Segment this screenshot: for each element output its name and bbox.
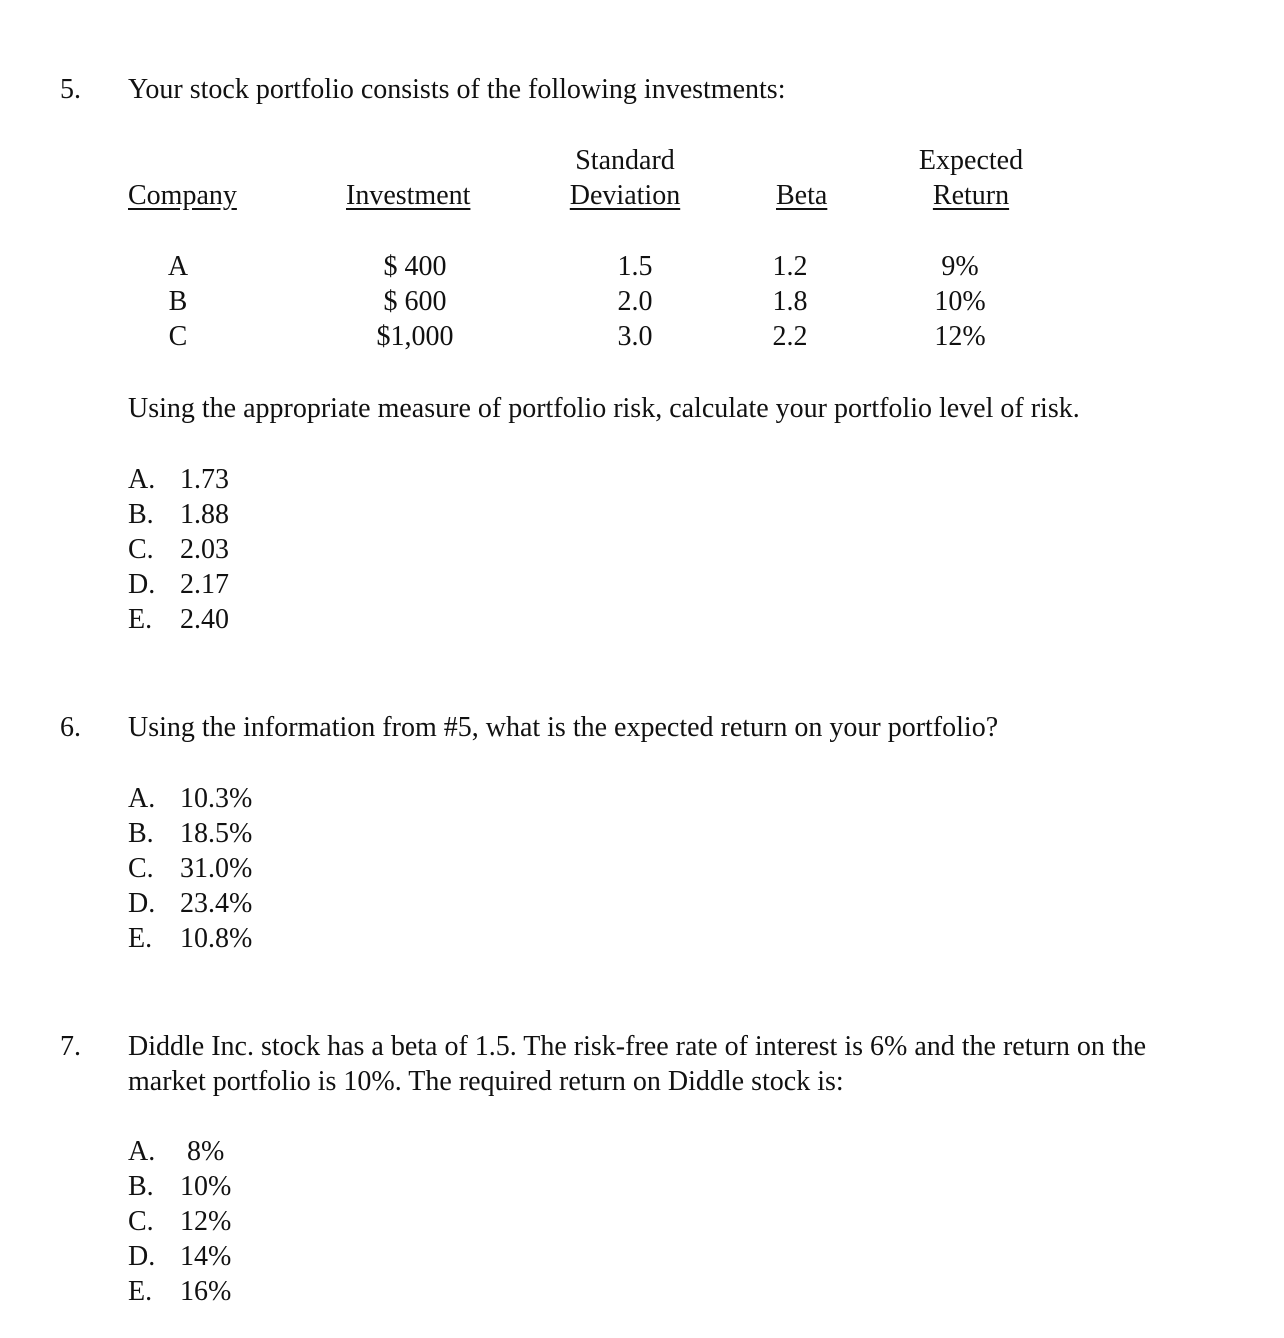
choice-value: 2.40	[180, 604, 229, 635]
question-text: Using the information from #5, what is the expected return on your portfolio?	[128, 712, 999, 743]
cell-investment: $ 400	[383, 251, 447, 282]
cell-std-dev: 3.0	[617, 321, 653, 352]
answer-choice[interactable]	[128, 567, 229, 602]
choice-value: 2.17	[180, 569, 229, 600]
choice-label: A.	[128, 1136, 156, 1167]
choice-label: D.	[128, 888, 156, 919]
answer-choice[interactable]	[128, 886, 252, 921]
cell-std-dev: 1.5	[617, 251, 653, 282]
choice-value: 10%	[180, 1171, 232, 1202]
question-text-line1: Diddle Inc. stock has a beta of 1.5. The risk-free rate of interest is 6% and the return on the	[128, 1031, 1147, 1062]
answer-choice[interactable]	[128, 1204, 231, 1239]
choice-label: E.	[128, 604, 153, 635]
choice-label: B.	[128, 499, 154, 530]
header-return-line2: Return	[932, 180, 1010, 211]
header-beta: Beta	[776, 180, 828, 211]
cell-expected-return: 10%	[934, 286, 986, 317]
choice-label: D.	[128, 1241, 156, 1272]
cell-std-dev: 2.0	[617, 286, 653, 317]
header-investment: Investment	[346, 180, 471, 211]
choice-value: 31.0%	[180, 853, 253, 884]
choice-label: D.	[128, 569, 156, 600]
choice-value: 8%	[180, 1136, 225, 1167]
choice-label: A.	[128, 464, 156, 495]
question-text-line2: market portfolio is 10%. The required return on Diddle stock is:	[128, 1066, 844, 1097]
header-std-dev-line2: Deviation	[569, 180, 681, 211]
answer-choice[interactable]	[128, 1169, 231, 1204]
choice-value: 10.8%	[180, 923, 253, 954]
cell-company: A	[167, 251, 189, 282]
answer-choice[interactable]	[128, 1274, 231, 1309]
choice-value: 14%	[180, 1241, 232, 1272]
cell-company: C	[168, 321, 188, 352]
choice-label: E.	[128, 1276, 153, 1307]
cell-beta: 1.2	[772, 251, 808, 282]
choice-label: B.	[128, 1171, 154, 1202]
choice-label: C.	[128, 1206, 154, 1237]
choice-label: A.	[128, 783, 156, 814]
answer-choice[interactable]	[128, 1239, 231, 1274]
choice-value: 23.4%	[180, 888, 253, 919]
cell-expected-return: 12%	[934, 321, 986, 352]
choice-value: 1.73	[180, 464, 229, 495]
question-number: 7.	[60, 1031, 81, 1062]
answer-choice[interactable]	[128, 781, 252, 816]
cell-beta: 2.2	[772, 321, 808, 352]
choice-value: 2.03	[180, 534, 229, 565]
answer-choice[interactable]	[128, 851, 252, 886]
choice-value: 16%	[180, 1276, 232, 1307]
choice-label: E.	[128, 923, 153, 954]
choice-value: 1.88	[180, 499, 229, 530]
answer-choice[interactable]	[128, 921, 252, 956]
choice-value: 10.3%	[180, 783, 253, 814]
header-std-dev-line1: Standard	[575, 145, 675, 176]
answer-choice[interactable]	[128, 816, 252, 851]
cell-beta: 1.8	[772, 286, 808, 317]
cell-expected-return: 9%	[941, 251, 979, 282]
header-company: Company	[128, 180, 237, 211]
cell-company: B	[168, 286, 188, 317]
answer-choice[interactable]	[128, 1134, 224, 1169]
choice-value: 12%	[180, 1206, 232, 1237]
answer-choice[interactable]	[128, 462, 229, 497]
answer-choice[interactable]	[128, 532, 229, 567]
question-prompt: Using the appropriate measure of portfolio risk, calculate your portfolio level of risk.	[128, 393, 1080, 424]
header-return-line1: Expected	[918, 145, 1024, 176]
cell-investment: $ 600	[383, 286, 447, 317]
answer-choice[interactable]	[128, 497, 229, 532]
choice-value: 18.5%	[180, 818, 253, 849]
question-text: Your stock portfolio consists of the following investments:	[128, 74, 786, 105]
question-number: 6.	[60, 712, 81, 743]
answer-choice[interactable]	[128, 602, 229, 637]
choice-label: C.	[128, 534, 154, 565]
cell-investment: $1,000	[376, 321, 454, 352]
question-number: 5.	[60, 74, 81, 105]
choice-label: B.	[128, 818, 154, 849]
choice-label: C.	[128, 853, 154, 884]
